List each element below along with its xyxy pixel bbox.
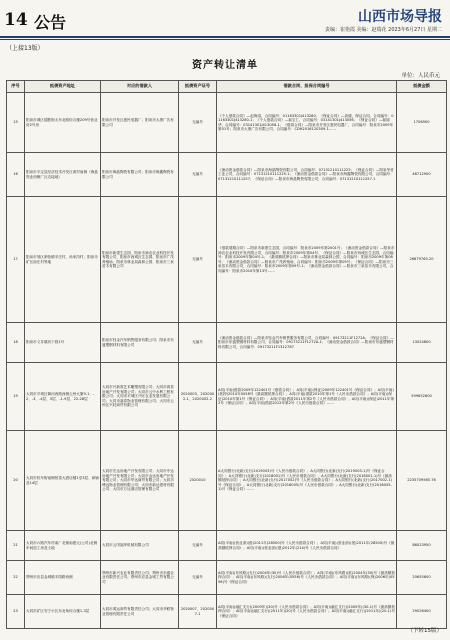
table-row: [7, 323, 447, 363]
row-amount: 26879765.20: [397, 197, 447, 323]
row-contracts: A同(平南)(融汇支行)(2009年)(30)号《人民币借款合同》；A同(平南)(融汇支行)(2009年)(30-1)号《最高额抵押合同》；A同(平南)(融汇支行)(2011年)(20)号《人民币借款合同》；A同(平南)(融汇支行)(2011年)(20-1)号《保证合同》: [217, 595, 397, 629]
newspaper-name: 山西市场导报: [358, 9, 442, 25]
continuation-note: （上接13版）: [6, 45, 44, 52]
row-no: 15: [7, 93, 25, 153]
row-cert: 无编号: [179, 561, 217, 595]
asset-transfer-table: [6, 80, 447, 629]
header-cert: 抵债资产证号: [179, 81, 217, 93]
header-no: 序号: [7, 81, 25, 93]
row-address: 大同市六路汽车村南厂北街南建元(公司)北侧车间加工房及土地: [25, 531, 101, 561]
row-contracts: A同(平南)借款2009年122401号《借款合同》；A同(平南)(保证)2009年122401号《保证合同》；A同(平南)(抵押)2010年0058号《最高额抵押合同》；A同(平南)借款2010年第1号《人民币借款合同》；A同(平南)(保证)2010年第1号《保证合同》；A同(平南)借款2011年第2号《人民币借款合同》；A同(平南)(保证)2011年第2号《保证合同》；A同(平南)借款2012年第2号《人民币借款合同》……: [217, 363, 397, 431]
row-address: 阳泉市郊区荫营镇辛庄村、孙家沟村；阳泉市矿区南庄村等地: [25, 197, 101, 323]
table-row: [7, 153, 447, 197]
header-amount: 抵债金额: [397, 81, 447, 93]
row-borrower: 阳泉市海晶陶瓷有限公司；阳泉市海鑫陶瓷有限公司: [101, 153, 179, 197]
header-borrower: 对应的借款人: [101, 81, 179, 93]
table-row: [7, 531, 447, 561]
row-amount: 599652600: [397, 363, 447, 431]
row-no: 21: [7, 531, 25, 561]
row-address: 阳泉市城区德胜街太东北路综合楼209号营业房2号房: [25, 93, 101, 153]
table-title: 资产转让清单: [192, 60, 258, 71]
page-number: 14: [4, 10, 28, 30]
row-borrower: 大同市云冈福华机械有限公司: [101, 531, 179, 561]
section-title: 公告: [34, 13, 67, 32]
header-rule-thin: [0, 39, 450, 40]
table-row: [7, 595, 447, 629]
row-amount: 86023950: [397, 531, 447, 561]
row-contracts: 《流动资金借款合同》—阳泉市钰金汽车销售服务有限公司，合同编号：09173211F1272A；《保证合同》—阳泉市东盛塑钢材料有限公司，合同编号：09173211F1272A-1；《流动资金借款合同》—阳泉市东盛塑钢材料有限公司，合同编号：09173211F1312787: [217, 323, 397, 363]
row-borrower: 大同市兴新准艺术雕塑有限公司；大同市鸿泰房地产开发有限公司；大同市云中水利工程有限公司；大同市平城区兴旺农业发展有限公司；大同市嘉泰物业管理有限公司；大同市云州区兴旺商贸有限公司: [101, 363, 179, 431]
row-amount: 13024800: [397, 323, 447, 363]
masthead: [0, 0, 450, 40]
row-contracts: 《借款展期合同》—阳泉市新建生态园，合同编号：阳泉市2009年第2001号；《流动资金借款合同》—阳泉市神农农业科技开发有限公司，合同编号：阳泉市2009年第04号；《保证合同》—阳泉市西城区生态园，合同编号：阳泉市2009年第04号-1；《最高额抵押合同》—阳泉市林业局森林公园，合同编号：阳泉市2009年第08号；《流动资金借款合同》—阳泉市广茂养殖场，合同编号：阳泉市2009年第09号；《保证合同》—阳泉市三泉苗木有限公司，合同编号：阳泉市2009年第09号-1；《流动资金借款合同》—阳泉市三泉苗木有限公司，合同编号：阳泉市2010年第13号……: [217, 197, 397, 323]
row-contracts: A大同银行(北新)支行(2019003)号《人民币借款合同》；A大同银行(北新)支行(2019003-1)号《保证合同》；A大同银行(北新)支行(2018001)号《人民币借款合同》；A大同银行(北新)支行(2018001-1)号《最高额抵押合同》；A大同银行(北新)支行(2017002)号《人民币借款合同》；A大同银行(北新)支行(2017002-1)号《保证合同》；A大同银行(北新)支行(2016005)号《人民币借款合同》；A大同银行(北新)支行(2016005-1)号《保证合同》……: [217, 431, 397, 531]
row-cert: 2020003、2020002-1、2020002-2: [179, 363, 217, 431]
row-contracts: 《流动资金借款合同》—阳泉市海晶陶瓷有限公司，合同编号：07131210111225；《保证合同》—阳泉华晋工业公司，合同编号：07131210111225-1；《流动资金借款合同》—阳泉市海鑫陶瓷有限公司，合同编号：07131210111257；《保证合同》—阳泉市海晶陶瓷有限公司，合同编号：07131210111257-1: [217, 153, 397, 197]
continued-on-note: （下转15版）: [407, 628, 442, 634]
row-no: 18: [7, 323, 25, 363]
table-row: [7, 363, 447, 431]
row-cert: 无编号: [179, 197, 217, 323]
row-cert: 无编号: [179, 153, 217, 197]
row-address: 阳泉市义井镇河下段1号: [25, 323, 101, 363]
row-amount: 29026400: [397, 595, 447, 629]
row-borrower: 阳泉市新建生态园、阳泉市神农农业科技开发有限公司、阳泉市西城区生态园、阳泉市广茂养殖场、阳泉市林业局森林公园、阳泉市三泉苗木有限公司: [101, 197, 179, 323]
table-row: [7, 93, 447, 153]
table-row: [7, 561, 447, 595]
row-cert: 2020007、2020007-1: [179, 595, 217, 629]
row-address: 阳泉市平定县经济技术开发区黄村南侧（海晶瓷业西侧厂区边接地）: [25, 153, 101, 197]
row-amount: 1706900: [397, 93, 447, 153]
row-no: 22: [7, 561, 25, 595]
row-address: 大同市平城区御河西路西侧云州大厦9-1、-2、-3、-4层、5层、-1-9层、22-28层: [25, 363, 101, 431]
row-no: 19: [7, 363, 25, 431]
row-no: 17: [7, 197, 25, 323]
row-address: 大同市矿区安宁小区东北角综合楼1-3层: [25, 595, 101, 629]
row-borrower: 阳泉市钰金汽车销售服务有限公司；阳泉市东盛塑钢材料有限公司: [101, 323, 179, 363]
row-cert: 2020010: [179, 431, 217, 531]
row-address: 大同市机车街南侧恒泰大酒店楼1至3层、商铺及14层: [25, 431, 101, 531]
row-cert: 无编号: [179, 93, 217, 153]
row-amount: 20655600: [397, 561, 447, 595]
row-cert: 无编号: [179, 531, 217, 561]
row-no: 20: [7, 431, 25, 531]
table-row: [7, 197, 447, 323]
table-header-row: [7, 81, 447, 93]
row-borrower: 阳泉市开发区惠民电器厂；阳泉市太康广告有限公司: [101, 93, 179, 153]
row-no: 23: [7, 595, 25, 629]
row-no: 16: [7, 153, 25, 197]
row-contracts: 《个人借款合同》—赵海清，合同编号：01163301J413280；《保证合同》—高健，保证合同，合同编号：01163301J413280-1；《个人借款合同》—郝宝仁，合同编号：03141301J413056；《保证合同》—郝丽华，合同编号：03141301J413056-1；《借款合同》—阳泉市开发区惠民电器厂，合同编号：阳泉市2009年第01号；阳泉市太康广告有限公司，合同编号：CDH2016120309-1……: [217, 93, 397, 153]
currency-unit: 单位：人民币元: [401, 73, 440, 79]
row-address: 朔州市应县金城镇丰园路西侧: [25, 561, 101, 595]
row-borrower: 朔州市新兴农业有限责任公司；朔州市东盛农业有限责任公司；朔州市应县金城工贸有限公司: [101, 561, 179, 595]
table-row: [7, 431, 447, 531]
row-amount: 48712900: [397, 153, 447, 197]
row-contracts: A同(平南)(东风路)(支行)2004年(30)号《人民币借款合同》；A同(平南)(东风路)(抵)2004年(30)号《最高额抵押合同》；A同(平南)(东风路)(支行)2006年(0556)号《人民币借款合同》；A同(平南)(东风路)(保)2006年(0556)号《保证合同》: [217, 561, 397, 595]
row-borrower: 大同市鸿运商贸有限责任公司；大同市华联物业管理有限责任公司: [101, 595, 179, 629]
header-rule: [0, 36, 450, 38]
row-contracts: A同(平南)(营业部)(借)2011年(28500)号《人民币借款合同》；A同(平南)(营业部)(抵)2011年(28500)号《最高额抵押合同》；A同(平南)(营业部)(借)2012年(214)号《人民币借款合同》: [217, 531, 397, 561]
row-borrower: 大同市宏达房地产开发有限公司；大同市中达房地产开发有限公司；大同市金达房地产开发有限公司；大同市华达商贸有限公司；大同市博远物业管理有限公司；大同市新达建材有限公司；大同市万达酒店管理有限公司: [101, 431, 179, 531]
header-address: 抵债资产地址: [25, 81, 101, 93]
row-amount: 2235709565.76: [397, 431, 447, 531]
row-cert: 无编号: [179, 323, 217, 363]
header-contracts: 借款合同、担保合同编号: [217, 81, 397, 93]
editor-date-line: 责编：崔艳霞 美编：赵瑞花 2023年6月27日 星期二: [324, 27, 442, 33]
